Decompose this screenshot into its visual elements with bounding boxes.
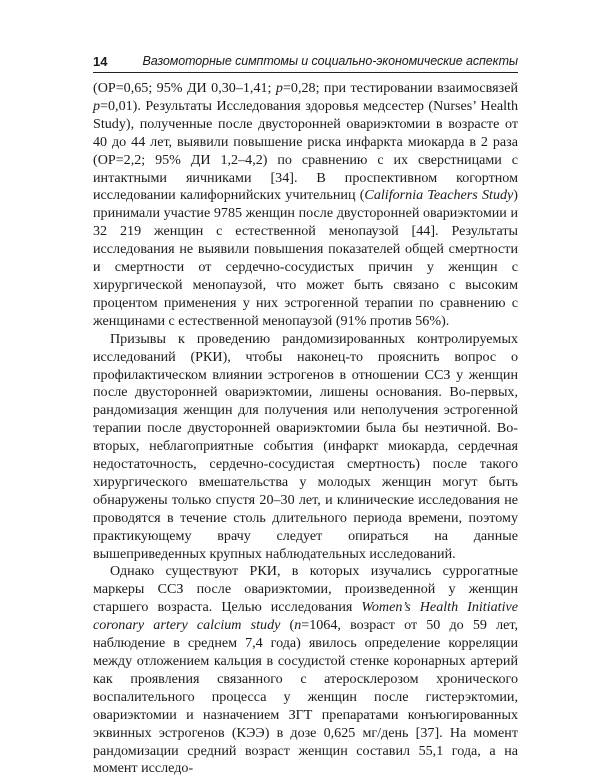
text-run: Призывы к проведению рандомизированных контролируемых исследований (РКИ), чтобы наконец-то прояснить вопрос о профилактическом влиянии эстрогенов в отношении ССЗ у женщин после двусторонней овариэктомии, лишены основания. Во-первых, рандомизация женщин для получения или неполучения эстрогенной терапии после двусторонней овариэктомии была бы неэтичной. Во-вторых, неблагоприятные события (инфаркт миокарда, сердечная недостаточность, сердечно-сосудистая смертность) после такого хирургического вмешательства у молодых женщин могут быть обнаружены только спустя 20–30 лет, и клинические исследования не проводятся в течение столь длительного периода времени, поэтому практикующему врачу следует опираться на данные вышеприведенных крупных наблюдательных исследований.: [93, 330, 518, 562]
paragraph-2: [93, 331, 518, 564]
text-run: (ОР=0,65; 95% ДИ 0,30–1,41;: [93, 80, 276, 96]
text-run: Однако существуют РКИ, в которых изучались суррогатные маркеры ССЗ после овариэктомии, произведенной у женщин старшего возраста. Целью исследования: [93, 563, 518, 616]
italic-run: p: [275, 80, 283, 96]
italic-run: p: [93, 97, 101, 114]
italic-run: Women’s Health Initiative coronary artery calcium study: [93, 599, 518, 634]
text-run: =1064, возраст от 50 до 59 лет, наблюдение в среднем 7,4 года) явилось определение корреляции между отложением кальция в сосудистой стенке коронарных артерий как проявления связанного с атеросклерозом хронического воспалительного процесса у женщин после гистерэктомии, овариэктомии и назначением ЗГТ препаратами конъюгированных эквинных эстрогенов (КЭЭ) в дозе 0,625 мг/день [37]. На момент рандомизации средний возраст женщин составил 55,1 года, а на момент исследо-: [93, 617, 518, 777]
paragraph-1: [93, 80, 518, 331]
body-text: [93, 80, 518, 778]
text-run: ) принимали участие 9785 женщин после двусторонней овариэктомии и 32 219 женщин с естественной менопаузой [44]. Результаты исследования не выявили повышения показателей общей смертности и смертности от сердечно-сосудистых причин у женщин с хирургической менопаузой, что может быть связано с высоким процентом применения у них эстрогенной терапии по сравнению с женщинами с естественной менопаузой (91% против 56%).: [93, 187, 518, 329]
text-run: =0,28; при тестировании взаимосвязей: [282, 80, 518, 96]
header-rule: [93, 72, 518, 73]
text-run: (: [280, 617, 295, 634]
italic-run: California Teachers Study: [364, 187, 514, 204]
running-title: Вазомоторные симптомы и социально-экономические аспекты: [142, 54, 518, 68]
paragraph-3: [93, 563, 518, 778]
text-run: =0,01). Результаты Исследования здоровья медсестер (Nurses’ Health Study), полученные после двусторонней овариэктомии в возрасте от 40 до 44 лет, выявили повышение риска инфаркта миокарда в 2 раза (ОР=2,2; 95% ДИ 1,2–4,2) по сравнению с их сверстницами с интактными яичниками [34]. В проспективном когортном исследовании калифорнийских учительниц (: [93, 97, 518, 204]
page-number: 14: [93, 54, 108, 69]
running-header: [93, 52, 518, 72]
italic-run: n: [294, 617, 302, 634]
